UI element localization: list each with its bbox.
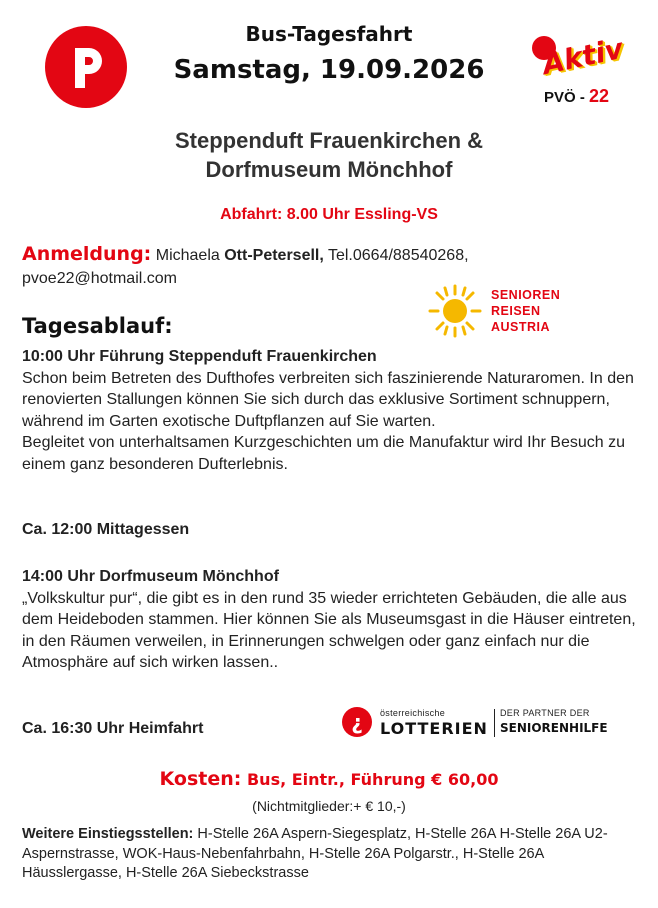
lotterien-small-right: DER PARTNER DER bbox=[500, 708, 590, 718]
schedule-item-title: 10:00 Uhr Führung Steppenduft Frauenkirchen bbox=[22, 348, 377, 365]
lotterien-big-right: SENIORENHILFE bbox=[500, 721, 608, 735]
schedule-item-title: 14:00 Uhr Dorfmuseum Mönchhof bbox=[22, 568, 279, 585]
sra-line-1: SENIOREN bbox=[491, 288, 561, 302]
schedule-item-text-2: Begleitet von unterhaltsamen Kurzgeschichten um die Manufaktur wird Ihr Besuch zu einem ganz besonderen Dufterlebnis. bbox=[22, 434, 625, 473]
subtitle-line-1: Steppenduft Frauenkirchen & bbox=[174, 128, 484, 153]
aktiv-org bbox=[544, 86, 609, 107]
subtitle-line-2: Dorfmuseum Mönchhof bbox=[205, 157, 453, 182]
lotterien-divider bbox=[494, 709, 495, 737]
schedule-item-text: „Volkskultur pur“, die gibt es in den rund 35 wieder errichteten Gebäuden, die alle aus dem Heideboden stammen. Hier können Sie als Museumsgast in die Häuser eintreten, in den Räumen verweilen, in Erinnerungen schwelgen oder ganz einfach nur die Atmosphäre auf sich wirken lassen.. bbox=[22, 589, 636, 671]
lotterien-logo bbox=[342, 705, 622, 741]
sra-line-3: AUSTRIA bbox=[491, 320, 551, 334]
senioren-reisen-logo bbox=[425, 283, 575, 339]
contact-phone: Tel.0664/88540268, bbox=[327, 247, 469, 264]
schedule-item-title: Ca. 16:30 Uhr Heimfahrt bbox=[22, 720, 204, 737]
trip-date: Samstag, 19.09.2026 bbox=[173, 55, 485, 85]
sun-icon bbox=[425, 283, 485, 339]
schedule-item-title: Ca. 12:00 Mittagessen bbox=[22, 521, 190, 538]
schedule-item bbox=[22, 566, 642, 674]
costs-value: Bus, Eintr., Führung € 60,00 bbox=[246, 770, 499, 789]
additional-stops bbox=[22, 825, 642, 884]
lotterien-big-left: LOTTERIEN bbox=[380, 719, 488, 738]
costs-note: (Nichtmitglieder:+ € 10,-) bbox=[252, 798, 406, 814]
contact-last-name: Ott-Petersell, bbox=[224, 247, 324, 264]
lotterien-small-left: österreichische bbox=[380, 708, 446, 718]
schedule-item-text: Schon beim Betreten des Dufthofes verbreiten sich faszinierende Naturaromen. In den renovierten Stallungen können Sie sich durch das exklusive Sortiment schnuppern, während im Garten exotische Duftpflanzen auf Sie warten. bbox=[22, 369, 634, 430]
page-title: Bus-Tagesfahrt bbox=[245, 22, 413, 46]
trip-subtitle bbox=[0, 126, 658, 184]
aktiv-org-number: 22 bbox=[589, 86, 610, 106]
costs bbox=[0, 768, 658, 790]
registration-label: Anmeldung: bbox=[22, 243, 152, 265]
sra-line-2: REISEN bbox=[491, 304, 541, 318]
contact-email[interactable]: pvoe22@hotmail.com bbox=[22, 270, 177, 287]
stops-label: Weitere Einstiegsstellen: bbox=[22, 826, 194, 842]
lotterien-mark-icon: ¿ bbox=[342, 707, 372, 737]
stops-text: H-Stelle 26A Aspern-Siegesplatz, H-Stelle 26A H-Stelle 26A U2-Aspernstrasse, WOK-Haus-Nebenfahrbahn, H-Stelle 26A Polgarstr., H-Stelle 26A Häusslergasse, H-Stelle 26A Siebeckstrasse bbox=[22, 826, 608, 881]
aktiv-org-label: PVÖ - bbox=[544, 89, 585, 106]
costs-label: Kosten: bbox=[159, 768, 242, 790]
departure-info: Abfahrt: 8.00 Uhr Essling-VS bbox=[220, 206, 438, 223]
senioren-reisen-wordmark bbox=[491, 287, 560, 335]
aktiv-wordmark: Aktiv bbox=[539, 31, 627, 82]
schedule-item bbox=[22, 346, 642, 475]
aktiv-pvoe-logo bbox=[528, 31, 628, 114]
contact-first-name: Michaela bbox=[155, 247, 220, 264]
schedule-heading: Tagesablauf: bbox=[22, 314, 173, 338]
schedule-item bbox=[22, 519, 642, 541]
